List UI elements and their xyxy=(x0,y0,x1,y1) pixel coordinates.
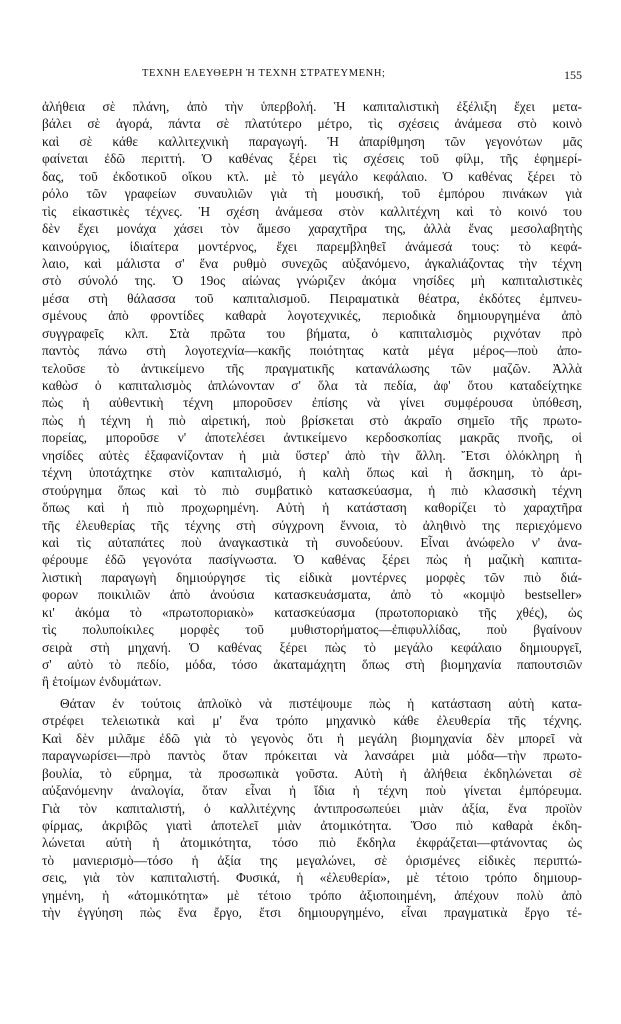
text-line: λώνεται αὐτὴ ἡ ἀτομικότητα, τόσο πιὸ ἔκδηλα ἐκφράζεται—φτάνοντας ὡς xyxy=(42,835,582,851)
text-line: φίρμας, ἀκριβῶς γιατὶ ἀποτελεῖ μιὰν ἀτομικότητα. Ὅσο πιὸ καθαρὰ ἐκδη- xyxy=(42,817,582,833)
text-line: στὸ σύνολό της. Ὁ 19ος αἰώνας γνώριζεν ἀκόμα νησίδες μὴ καπιταλιστικὲς xyxy=(42,273,582,289)
text-line: ἀλήθεια σὲ πλάνη, ἀπὸ τὴν ὑπερβολή. Ἡ καπιταλιστικὴ ἐξέλιξη ἔχει μετα- xyxy=(42,99,582,114)
text-line: τῆς ἐλευθερίας τῆς τέχνης στὴ σύγχρονη ἔννοια, τὸ ἀληθινὸ της περιεχόμενο xyxy=(42,517,582,533)
text-line: πὼς ἡ τέχνη ἡ πιὸ αἱρετική, ποὺ βρίσκεται στὸ ἀκραῖο σημεῖο τῆς πρωτο- xyxy=(42,412,582,428)
text-line: τὸ μανιερισμὸ—τόσο ἡ ἀξία της μεγαλώνει, σὲ ὁρισμένες εἰδικὲς περιπτώ- xyxy=(42,852,582,868)
text-line: φαίνεται ἐδῶ περιττή. Ὁ καθένας ξέρει τὶς σχέσεις τοῦ φίλμ, τῆς ἐφημερί- xyxy=(42,151,582,167)
text-line: ρόλο τῶν γραφείων συναυλιῶν γιὰ τὴ μουσική, τοῦ ἐμπόρου πινάκων γιὰ xyxy=(42,186,582,202)
text-line: φορων ποικιλιῶν ἀπὸ ἀνούσια κατασκευάσματα, ἀπὸ τὸ «κομψὸ bestseller» xyxy=(42,587,582,603)
text-line: Καὶ δὲν μιλᾶμε ἐδῶ γιὰ τὸ γεγονὸς ὅτι ἡ μεγάλη βιομηχανία δὲν μπορεῖ νὰ xyxy=(42,730,582,746)
text-line: λαιο, καὶ μάλιστα σ' ἕνα ρυθμὸ συνεχῶς αὐξανόμενο, ἀγκαλιάζοντας τὴν τέχνη xyxy=(42,255,582,271)
text-line: πορείας, μποροῦσε ν' ἀποτελέσει ἀντικείμενο κερδοσκοπίας μακρᾶς πνοῆς, οἱ xyxy=(42,430,582,446)
text-line: βάλει σὲ ἀγορά, πάντα σὲ πλατύτερο μέτρο, τὶς σχέσεις ἀνάμεσα στὸ κοινὸ xyxy=(42,116,582,132)
text-line: λιστικὴ παραγωγὴ δημιούργησε τὶς εἰδικὰ μοντέρνες μορφὲς τῶν πιὸ διά- xyxy=(42,569,582,585)
text-line: καθὼσ ὁ καπιταλισμὸς ἁπλώνονταν σ' ὅλα τὰ πεδία, ἀφ' ὅτου καταδείχτηκε xyxy=(42,378,582,393)
paragraph xyxy=(42,98,582,691)
text-line: νησίδες αὐτὲς ἐξαφανίζονταν ἡ μιὰ ὕστερ' ἀπὸ τὴν ἄλλη. Ἔτσι ὁλόκληρη ἡ xyxy=(42,447,582,463)
text-line: καὶ σὲ κάθε καλλιτεχνικὴ παραγωγή. Ἡ ἀπαρίθμηση τῶν γεγονότων μᾶς xyxy=(42,133,582,149)
text-line: μέσα στὴ θάλασσα τοῦ καπιταλισμοῦ. Πειραματικὰ θέατρα, ἐκδότες ἐμπνευ- xyxy=(42,290,582,306)
text-line: ὅπως καὶ ἡ πιὸ προχωρημένη. Αὐτὴ ἡ κατάσταση καθορίζει τὸ χαραχτῆρα xyxy=(42,500,582,516)
text-line: τελοῦσε τὸ ἀντικείμενο τῆς πραγματικῆς κατανάλωσης τῶν μαζῶν. Ἀλλὰ xyxy=(42,360,582,376)
text-line: στούργημα ὅπως καὶ τὸ πιὸ συμβατικὸ κατασκεύασμα, ἡ πιὸ κλασσικὴ τέχνη xyxy=(42,482,582,498)
text-line: κι' ἀκόμα τὸ «πρωτοποριακὸ» κατασκεύασμα (πρωτοποριακὸ τῆς χθές), ὡς xyxy=(42,604,582,620)
text-line: συγγραφεῖς κλπ. Στὰ πρῶτα του βήματα, ὁ καπιταλισμὸς ριχνόταν πρὸ xyxy=(42,325,582,341)
text-line: γημένη, ἡ «ἀτομικότητα» μὲ τέτοιο τρόπο ἀξιοποιημένη, ἀπέχουν πολὺ ἀπὸ xyxy=(42,887,582,903)
text-line: καινούργιος, ἰδιαίτερα μοντέρνος, ἔχει παρεμβληθεῖ ἀνάμεσά τους: τὸ κεφά- xyxy=(42,238,582,254)
text-line: στρέφει τελειωτικὰ καὶ μ' ἕνα τρόπο μηχανικὸ κάθε ἐλευθερία τῆς τέχνης. xyxy=(42,713,582,729)
text-line: σειρὰ στὴ μηχανή. Ὁ καθένας ξέρει πὼς τὸ μεγάλο κεφάλαιο δημιουργεῖ, xyxy=(42,639,582,655)
text-line: σμένους ἀπὸ φροντίδες καθαρὰ λογοτεχνικές, περιοδικὰ δημιουργημένα ἀπὸ xyxy=(42,308,582,324)
text-line: Γιὰ τὸν καπιταλιστή, ὁ καλλιτέχνης ἀντιπροσωπεύει μιὰν ἀξία, ἕνα προϊὸν xyxy=(42,800,582,816)
text-line: τὶς πολυποίκιλες μορφὲς τοῦ μυθιστορήματος—ἐπιφυλλίδας, ποὺ βγαίνουν xyxy=(42,622,582,638)
running-header xyxy=(42,68,582,84)
text-line: Θάταν ἐν τούτοις ἁπλοϊκὸ νὰ πιστέψουμε πὼς ἡ κατάσταση αὐτὴ κατα- xyxy=(60,695,582,711)
text-line: φέρουμε ἐδῶ γεγονότα πασίγνωστα. Ὁ καθένας ξέρει πὼς ἡ μαζικὴ καπιτα- xyxy=(42,552,582,568)
text-line: αὐξανόμενην ἀναλογία, ὅταν εἶναι ἡ ἴδια ἡ τέχνη ποὺ γίνεται ἐμπόρευμα. xyxy=(42,783,582,799)
body-text xyxy=(42,98,582,922)
text-line: σ' αὐτὸ τὸ πεδίο, μόδα, τόσο ἀκαταμάχητη ὅπως στὴ βιομηχανία παπουτσιῶν xyxy=(42,657,582,672)
text-line: τὶς εἰκαστικὲς τέχνες. Ἡ σχέση ἀνάμεσα στὸν καλλιτέχνη καὶ τὸ κοινό του xyxy=(42,203,582,219)
paragraph xyxy=(42,695,582,922)
text-line: βουλία, τὸ εὕρημα, τὰ προσωπικὰ γοῦστα. Αὐτὴ ἡ ἀλήθεια ἐκδηλώνεται σὲ xyxy=(42,765,582,781)
text-line: παντὸς πάνω στὴ λογοτεχνία—κακῆς ποιότητας κατὰ μέγα μέρος—ποὺ ἀπο- xyxy=(42,343,582,359)
page-number: 155 xyxy=(564,68,582,82)
text-line: καὶ τὶς αὐταπάτες ποὺ ἀναγκαστικὰ τὴ συνοδεύουν. Εἶναι ἀνώφελο ν' ἀνα- xyxy=(42,534,582,550)
running-head-title: ΤΕΧΝΗ ΕΛΕΥΘΕΡΗ Ή ΤΕΧΝΗ ΣΤΡΑΤΕΥΜΕΝΗ; xyxy=(142,68,386,79)
text-line: παραγνωρίσει—πρὸ παντὸς ὅταν πρόκειται νὰ λανσάρει μιὰ μόδα—τὴν πρωτο- xyxy=(42,748,582,764)
text-line: ἢ ἑτοίμων ἐνδυμάτων. xyxy=(42,674,162,690)
text-line: πὼς ἡ αὐθεντικὴ τέχνη μποροῦσεν ἐπίσης νὰ γίνει συμφέρουσα ὑπόθεση, xyxy=(42,395,582,411)
text-line: σεις, γιὰ τὸν καπιταλιστή. Φυσικά, ἡ «ἐλευθερία», μὲ τέτοιο τρόπο δημιουρ- xyxy=(42,870,582,886)
text-line: δὲν ἔχει μονάχα χάσει τὸν ἄμεσο χαραχτῆρα της, ἀλλὰ ἕνας μεσολαβητὴς xyxy=(42,221,582,237)
text-line: δας, τοῦ ἐκδοτικοῦ οἴκου κτλ. μὲ τὸ μεγάλο κεφάλαιο. Ὁ καθένας ξέρει τὸ xyxy=(42,168,582,184)
text-line: τέχνη ὑποτάχτηκε στὸν καπιταλισμό, ἡ καλὴ ὅπως καὶ ἡ ἄσκημη, τὸ ἀρι- xyxy=(42,465,582,481)
text-line: τὴν ἐγγύηση πὼς ἕνα ἔργο, ἔτσι δημιουργημένο, εἶναι πραγματικὰ ἔργο τέ- xyxy=(42,905,582,921)
